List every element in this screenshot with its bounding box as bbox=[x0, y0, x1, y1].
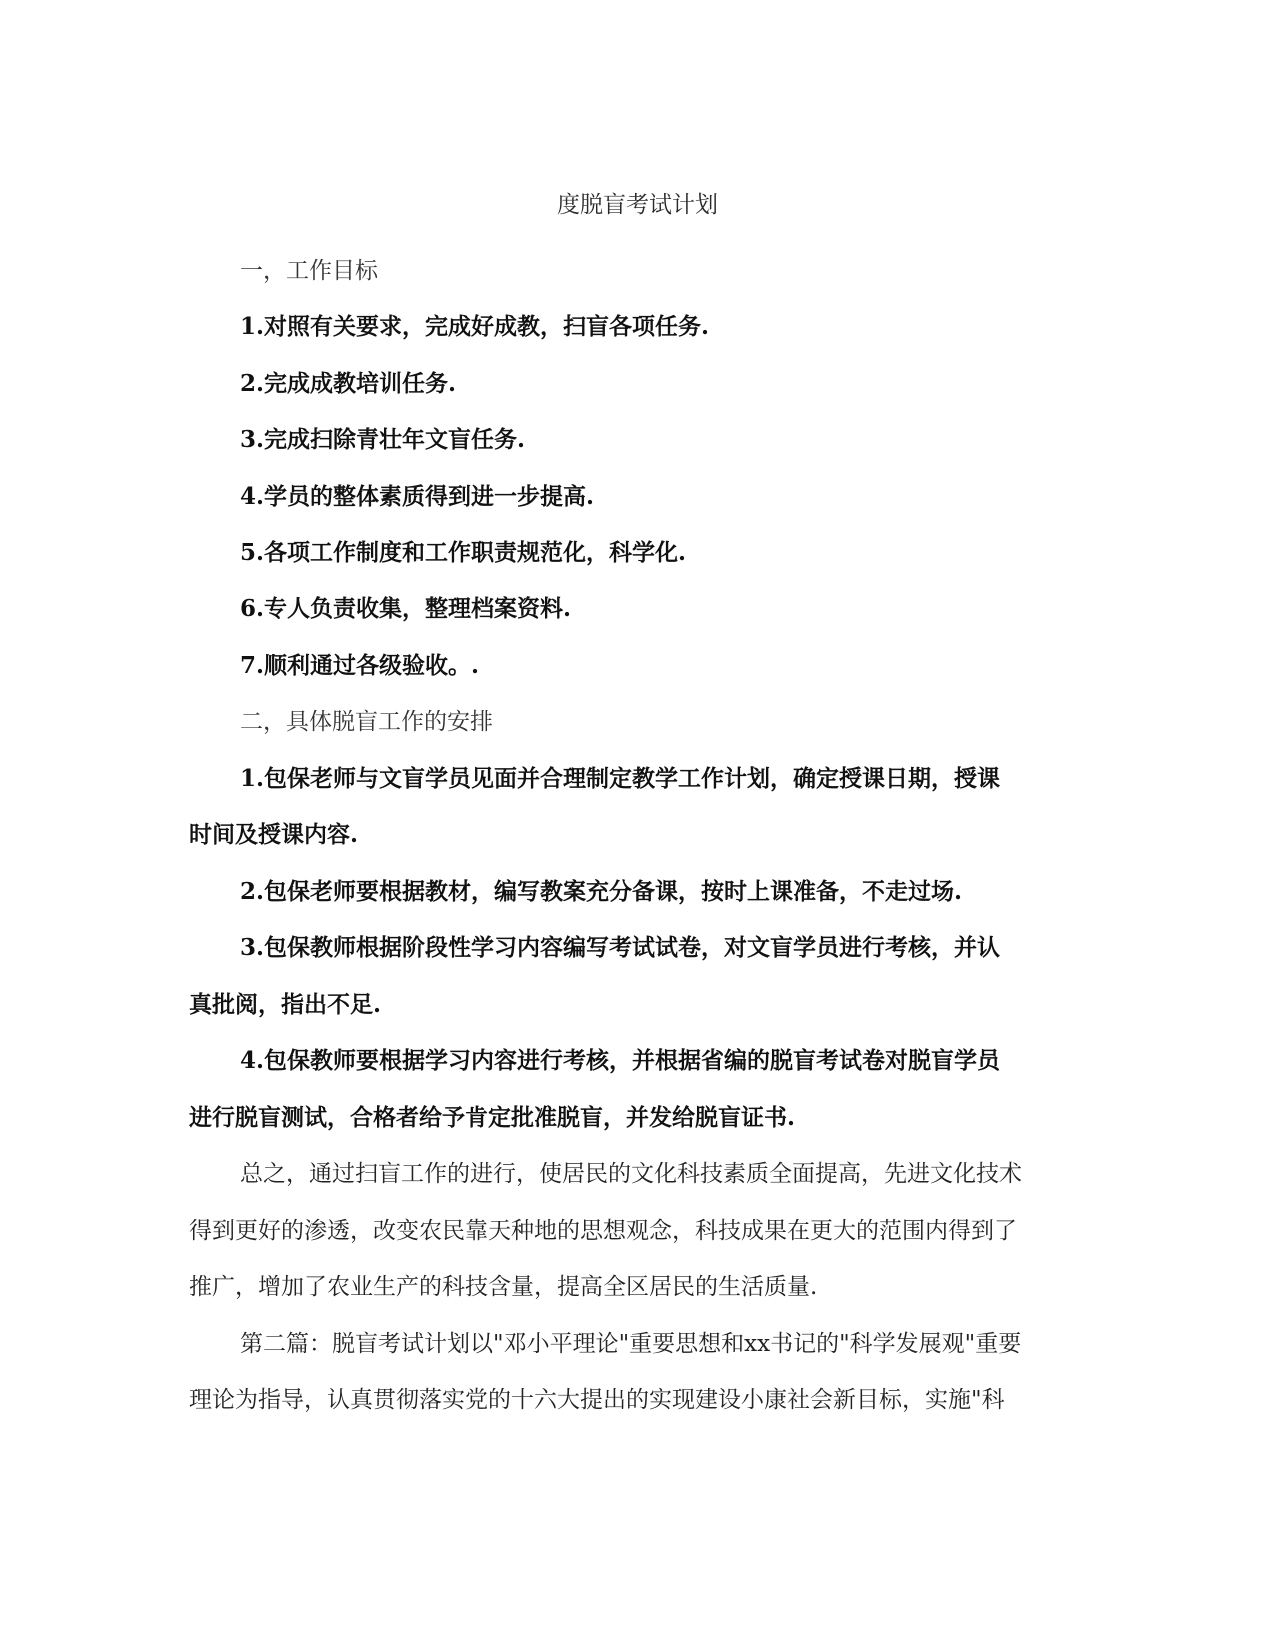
summary-line-1: 总之，通过扫盲工作的进行，使居民的文化科技素质全面提高，先进文化技术 bbox=[240, 1161, 1022, 1187]
arrangement-item-4-line-1: 4.包保教师要根据学习内容进行考核，并根据省编的脱盲考试卷对脱盲学员 bbox=[240, 1047, 1001, 1074]
goal-item-2: 2.完成成教培训任务. bbox=[240, 370, 457, 397]
goal-item-1: 1.对照有关要求，完成好成教，扫盲各项任务. bbox=[240, 313, 710, 340]
arrangement-item-3-line-1: 3.包保教师根据阶段性学习内容编写考试试卷，对文盲学员进行考核，并认 bbox=[240, 934, 1001, 961]
section-heading-goals: 一，工作目标 bbox=[240, 258, 378, 284]
arrangement-item-3-line-2: 真批阅，指出不足. bbox=[189, 991, 382, 1018]
goal-item-6: 6.专人负责收集，整理档案资料. bbox=[240, 595, 572, 622]
arrangement-item-1-line-2: 时间及授课内容. bbox=[189, 821, 359, 848]
summary-line-3: 推广，增加了农业生产的科技含量，提高全区居民的生活质量. bbox=[189, 1274, 818, 1300]
arrangement-item-2-line-1: 2.包保老师要根据教材，编写教案充分备课，按时上课准备，不走过场. bbox=[240, 878, 963, 905]
goal-item-3: 3.完成扫除青壮年文盲任务. bbox=[240, 426, 526, 453]
section-heading-arrangement: 二，具体脱盲工作的安排 bbox=[240, 709, 493, 735]
arrangement-item-1-line-1: 1.包保老师与文盲学员见面并合理制定教学工作计划，确定授课日期，授课 bbox=[240, 765, 1001, 792]
document-title: 度脱盲考试计划 bbox=[557, 192, 718, 218]
goal-item-7: 7.顺利通过各级验收。. bbox=[240, 652, 480, 679]
second-article-line-1: 第二篇：脱盲考试计划以"邓小平理论"重要思想和xx书记的"科学发展观"重要 bbox=[240, 1331, 1022, 1357]
arrangement-item-4-line-2: 进行脱盲测试，合格者给予肯定批准脱盲，并发给脱盲证书. bbox=[189, 1104, 796, 1131]
goal-item-5: 5.各项工作制度和工作职责规范化，科学化. bbox=[240, 539, 687, 566]
goal-item-4: 4.学员的整体素质得到进一步提高. bbox=[240, 483, 595, 510]
summary-line-2: 得到更好的渗透，改变农民靠天种地的思想观念，科技成果在更大的范围内得到了 bbox=[189, 1218, 1017, 1244]
second-article-line-2: 理论为指导，认真贯彻落实党的十六大提出的实现建设小康社会新目标，实施"科 bbox=[189, 1387, 1005, 1413]
